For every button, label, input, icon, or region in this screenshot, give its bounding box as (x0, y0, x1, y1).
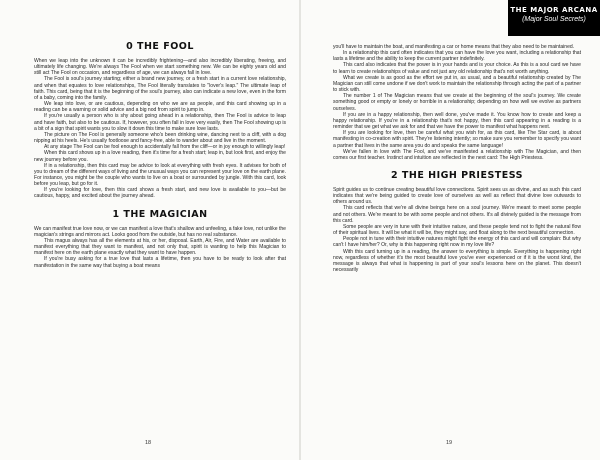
paragraph: If you are looking for love, then be careful what you wish for, as this card, like The Star card, is about manifesting in co-creation with spirit. They're listening intently; so make sure you remember to specify you want a partner that lives in the same area you do and speaks the same language! (333, 130, 581, 149)
page-number: 19 (446, 440, 453, 446)
header-title: THE MAJOR ARCANA (510, 6, 598, 14)
paragraph: Spirit guides us to continue creating beautiful love connections. Spirit sees us as divine, and as such this card indicates that we're being guided to create love of ourselves as well as reflect that divine love outwards to others around us. (333, 186, 581, 206)
paragraph: This card reflects that we're all divine beings here on a soul journey. We're meant to meet some people and not others. We're meant to be with some people and not others. It's all divinely guided is the message from this card. (333, 205, 581, 224)
section-the-magician-continued (333, 44, 581, 161)
right-text-column (333, 44, 581, 273)
paragraph: We've fallen in love with The Fool, and we've manifested a relationship with The Magician, and then comes our first teacher. Instinct and intuition are reflected in the next card: The High Priestess. (333, 148, 581, 161)
paragraph: With this card turning up in a reading, the answer to everything is simple. Everything is happening right now, regardless of whether it's the most beautiful love you've ever experienced or if it is the worst kind, the message is always that what is happening is part of your soul's lessons here on the planet. This doesn't necessarily (333, 248, 581, 273)
paragraph: In a relationship this card often indicates that you can have the love you want, including a relationship that lasts a lifetime and the ability to keep the current partner indefinitely. (333, 50, 581, 63)
paragraph: If you are in a happy relationship, then well done, you've made it. You know how to create and keep a happy relationship. If you're in a relationship that's not happy, then this card appearing in a reading is a reminder that we get what we ask for and that we have the power to manifest what happens next. (333, 111, 581, 131)
running-header (508, 0, 600, 36)
paragraph: What we create is as good as the effort we put in, as usual, and a beautiful relationship created by The Magician can still come undone if we don't work to maintain the relationship through acting the part of a partner to stick with. (333, 74, 581, 94)
heading-the-magician: 1 THE MAGICIAN (112, 208, 208, 220)
paragraph: This magus always has all the elements at his, or her, disposal. Earth, Air, Fire, and Water are available to manifest everything that they want to manifest, and not only that, spirit is wanting to help this Magician to manifest here on the earth plane exactly what they want to have happen. (34, 237, 286, 257)
paragraph: At any stage The Fool can be fool enough to accidentally fall from the cliff—or in joy enough to willingly leap! (44, 144, 286, 151)
paragraph: We can manifest true love now, or we can manifest a love that's shallow and unfeeling, a fake love, not unlike the magician's strings and mirrors act. Looks good from the outside, but has no real substance. (34, 225, 286, 238)
paragraph: People not in tune with their intuitive natures might fight the energy of this card and will complain: But why can't I have him/her? Or, why is this happening right now in my love life? (333, 236, 581, 249)
paragraph: When we leap into the unknown it can be incredibly frightening—and also incredibly liberating, freeing, and ultimately life changing. We're always The Fool when we start something new. We can be eighty years old and still act The Fool on occasion, and regardless of age, we can always fall in love. (34, 58, 286, 77)
left-text-column (34, 38, 286, 269)
paragraph: The Fool is soul's journey starting; either a brand new journey, or a fresh start in a current love relationship, and when that equates to love relationships, The Fool literally translates to "lover's leap." The ultimate leap of faith. This card, being that it is the beginning of the soul's journey, also can indicate a new love, even in the form of a baby, coming into the family. (34, 76, 286, 101)
paragraph: We leap into love, or are cautious, depending on who we are as people, and this card showing up in a reading can be a warning or solid advice and a big nod from spirit to jump in. (34, 101, 286, 114)
header-subtitle: (Major Soul Secrets) (522, 16, 586, 23)
section-the-magician (34, 226, 286, 269)
right-page (301, 0, 600, 460)
heading-the-fool: 0 THE FOOL (126, 41, 194, 52)
section-the-fool (34, 58, 286, 200)
heading-the-high-priestess: 2 THE HIGH PRIESTESS (390, 169, 524, 181)
paragraph: Some people are very in tune with their intuitive nature, and these people tend not to fight the natural flow of their spiritual lives. It will be what it will be, they might say, and float along to the next beautiful connection. (333, 223, 581, 237)
paragraph: you'll have to maintain the boat, and manifesting a car or home means that they also need to be maintained. (333, 44, 575, 50)
paragraph: This card also indicates that the power is in your hands and is your choice. As this is a soul card we have to learn to create relationships of value and not just any old relationship that's not worth anything. (333, 62, 581, 75)
section-the-high-priestess (333, 187, 581, 273)
paragraph: The picture on The Fool is generally someone who's been drinking wine, dancing next to a cliff, with a dog nipping at his heels. He's usually footloose and fancy-free, able to wander about and live in the moment. (34, 131, 286, 145)
paragraph: If you're usually a person who is shy about going ahead in a relationship, then The Fool is advice to leap and have faith, but also to be cautious. If, however, you often fall in love very easily, then The Fool showing up is a bit of a sign that spirit wants you to slow it down this time to make sure love lasts. (34, 113, 286, 132)
paragraph: If you're looking for love, then this card shows a fresh start, and new love is available to you—but be cautious, happy, and excited about the journey ahead. (34, 187, 286, 200)
page-number: 18 (145, 440, 152, 446)
left-page (0, 0, 299, 460)
paragraph: When this card shows up in a love reading, then it's time for a fresh start; leap in, but look first, and enjoy the new journey before you. (34, 150, 286, 163)
paragraph: The number 1 of The Magician means that we create at the beginning of the soul's journey. We create something good or empty or lonely or horrible in a relationship; depending on how well we evolve as partners ourselves. (333, 93, 581, 112)
paragraph: If in a relationship, then this card may be advice to look at everything with fresh eyes. It advises for both of you to dream of the different ways of living and the unusual ways you can represent your love on the earth plane. For instance, you might be the couple who wants to live on a boat or surrounded by jungle. With this card, look before you leap, but go for it. (34, 162, 286, 188)
paragraph: If you're busy asking for a true love that lasts a lifetime, then you have to be ready to look after that manifestation in the same way that buying a boat means (34, 256, 286, 269)
